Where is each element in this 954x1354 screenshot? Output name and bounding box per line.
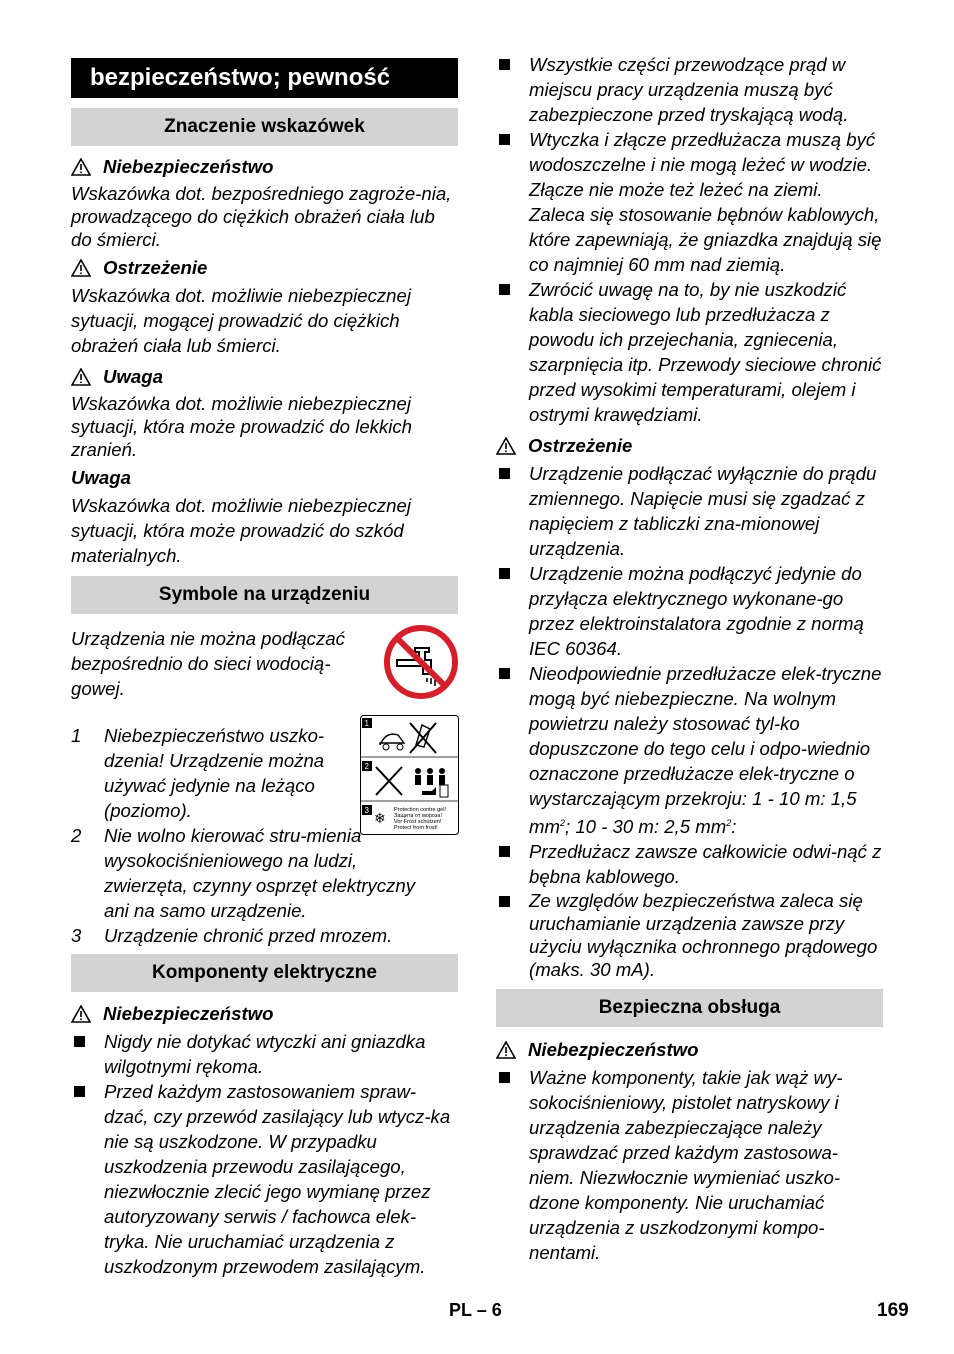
list-item: Wtyczka i złącze przedłużacza muszą być wodoszczelne i nie mogą leżeć w wodzie. Złącze nie może też leżeć na ziemi. Zaleca się stosowanie bębnów kablowych, które zapewniają, że gniazdka znajdują się co najmniej 60 mm nad ziemią. bbox=[496, 127, 883, 277]
list-item: Nigdy nie dotykać wtyczki ani gniazdka wilgotnymi rękoma. bbox=[71, 1029, 458, 1079]
warning-danger bbox=[71, 154, 458, 179]
warning-label: Niebezpieczeństwo bbox=[103, 156, 274, 177]
list-item: Wszystkie części przewodzące prąd w miejscu pracy urządzenia muszą być zabezpieczone przed tryskającą wodą. bbox=[496, 52, 883, 127]
electrical-list bbox=[71, 1029, 458, 1279]
paragraph: Wskazówka dot. możliwie niebezpiecznej sytuacji, która może prowadzić do szkód materialnych. bbox=[71, 495, 411, 566]
bullet-icon bbox=[499, 668, 510, 679]
section-heading-hints: Znaczenie wskazówek bbox=[71, 108, 458, 146]
warning-caution bbox=[496, 433, 883, 458]
page-title: bezpieczeństwo; pewność bbox=[71, 58, 458, 98]
warning-triangle-icon bbox=[71, 368, 91, 386]
label-text-line: Защита от мороза! bbox=[394, 813, 443, 819]
bullet-icon bbox=[499, 468, 510, 479]
label-number: 2 bbox=[364, 762, 369, 771]
bullet-icon bbox=[74, 1086, 85, 1097]
list-item: Urządzenie podłączać wyłącznie do prądu zmiennego. Napięcie musi się zgadzać z napięciem z tabliczki zna-mionowej urządzenia. bbox=[496, 461, 883, 561]
warning-danger bbox=[71, 1001, 458, 1026]
snowflake-icon: ❄ bbox=[374, 811, 386, 827]
caution-list bbox=[496, 461, 883, 981]
label-text-line: Vor Frost schützen! bbox=[394, 819, 442, 825]
paragraph: Wskazówka dot. możliwie niebezpiecznej sytuacji, mogącej prowadzić do ciężkich obrażeń ciała lub śmierci. bbox=[71, 285, 411, 356]
list-item: 1 Niebezpieczeństwo uszko-dzenia! Urządzenie można używać jedynie na leżąco (poziomo). bbox=[71, 725, 325, 821]
page-number: 169 bbox=[877, 1300, 909, 1321]
list-item: Urządzenie można podłączyć jedynie do przyłącza elektrycznego wykonane-go przez elektroinstalatora zgodnie z normą IEC 60364. bbox=[496, 561, 883, 661]
label-text-line: Protect from frost! bbox=[394, 825, 438, 831]
warning-label: Niebezpieczeństwo bbox=[528, 1039, 699, 1060]
warning-label: Ostrzeżenie bbox=[528, 435, 633, 456]
section-heading-electrical: Komponenty elektryczne bbox=[71, 954, 458, 992]
safe-operation-list bbox=[496, 1065, 883, 1265]
list-item: Zwrócić uwagę na to, by nie uszkodzić kabla sieciowego lub przedłużacza z powodu ich przejechania, zgniecenia, szarpnięcia itp. Przewody sieciowe chronić przed wysokimi temperaturami, olejem i ostrymi krawędziami. bbox=[496, 277, 883, 427]
warning-caution bbox=[71, 255, 458, 280]
bullet-icon bbox=[499, 896, 510, 907]
paragraph: Urządzenia nie można podłączać bezpośrednio do sieci wodocią-gowej. bbox=[71, 628, 345, 699]
list-item: Ważne komponenty, takie jak wąż wy-sokociśnieniowy, pistolet natryskowy i urządzenia zabezpieczające należy sprawdzać przed każdym zastosowa-niem. Niezwłocznie wymieniać uszko-dzone komponenty. Nie uruchamiać urządzenia z uszkodzonymi kompo-nentami. bbox=[496, 1065, 883, 1265]
bullet-icon bbox=[499, 134, 510, 145]
list-item: Przed każdym zastosowaniem spraw-dzać, czy przewód zasilający lub wtycz-ka nie są uszkodzone. W przypadku uszkodzenia przewodu zasilającego, niezwłocznie zlecić jego wymianę przez autoryzowany serwis / fachowca elek-tryka. Nie uruchamiać urządzenia z uszkodzonym przewodem zasilającym. bbox=[71, 1079, 458, 1279]
no-water-mains-connection-icon bbox=[383, 624, 459, 700]
right-column bbox=[496, 52, 883, 1265]
symbols-list-block bbox=[71, 719, 458, 948]
label-number: 1 bbox=[364, 719, 369, 728]
warning-label: Uwaga bbox=[103, 366, 163, 387]
section-heading-safe-operation: Bezpieczna obsługa bbox=[496, 989, 883, 1027]
label-text-line: Protection contre gel! bbox=[394, 807, 446, 813]
warning-attention bbox=[71, 364, 458, 389]
note-label: Uwaga bbox=[71, 467, 131, 488]
section-heading-symbols: Symbole na urządzeniu bbox=[71, 576, 458, 614]
warning-label: Ostrzeżenie bbox=[103, 257, 208, 278]
paragraph: Wskazówka dot. bezpośredniego zagroże-nia, prowadzącego do ciężkich obrażeń ciała lub do śmierci. bbox=[71, 183, 452, 250]
warning-danger bbox=[496, 1037, 883, 1062]
list-item: Ze względów bezpieczeństwa zaleca się uruchamianie urządzenia zawsze przy użyciu wyłącznika ochronnego prądowego (maks. 30 mA). bbox=[496, 889, 883, 981]
device-label-icons bbox=[360, 715, 459, 835]
bullet-icon bbox=[499, 59, 510, 70]
warning-triangle-icon bbox=[71, 158, 91, 176]
warning-triangle-icon bbox=[71, 1005, 91, 1023]
bullet-icon bbox=[74, 1036, 85, 1047]
list-item: 2 Nie wolno kierować stru-mienia wysokociśnieniowego na ludzi, zwierzęta, czynny osprzęt elektryczny ani na samo urządzenie. bbox=[71, 825, 416, 921]
footer-language: PL – 6 bbox=[449, 1300, 502, 1320]
paragraph: Wskazówka dot. możliwie niebezpiecznej sytuacji, która może prowadzić do lekkich zranień. bbox=[71, 393, 413, 460]
note-label-block bbox=[71, 465, 458, 490]
bullet-icon bbox=[499, 284, 510, 295]
symbol-block bbox=[71, 626, 458, 716]
electrical-list-continued bbox=[496, 52, 883, 427]
list-item: Przedłużacz zawsze całkowicie odwi-nąć z bębna kablowego. bbox=[496, 839, 883, 889]
bullet-icon bbox=[499, 1072, 510, 1083]
bullet-icon bbox=[499, 568, 510, 579]
warning-triangle-icon bbox=[496, 437, 516, 455]
left-column bbox=[71, 58, 458, 1279]
warning-triangle-icon bbox=[71, 259, 91, 277]
warning-label: Niebezpieczeństwo bbox=[103, 1003, 274, 1024]
bullet-icon bbox=[499, 846, 510, 857]
list-item: 3 Urządzenie chronić przed mrozem. bbox=[71, 925, 393, 946]
label-number: 3 bbox=[364, 806, 369, 815]
warning-triangle-icon bbox=[496, 1041, 516, 1059]
list-item: Nieodpowiednie przedłużacze elek-tryczne mogą być niebezpieczne. Na wolnym powietrzu należy stosować tyl-ko dopuszczone do tego celu i odpo-wiednio oznaczone przedłużacze elek-tryczne o wystarczającym przekroju: 1 - 10 m: 1,5 $mm^2$; 10 - 30 m: 2,5 $mm^2$: bbox=[496, 661, 883, 839]
